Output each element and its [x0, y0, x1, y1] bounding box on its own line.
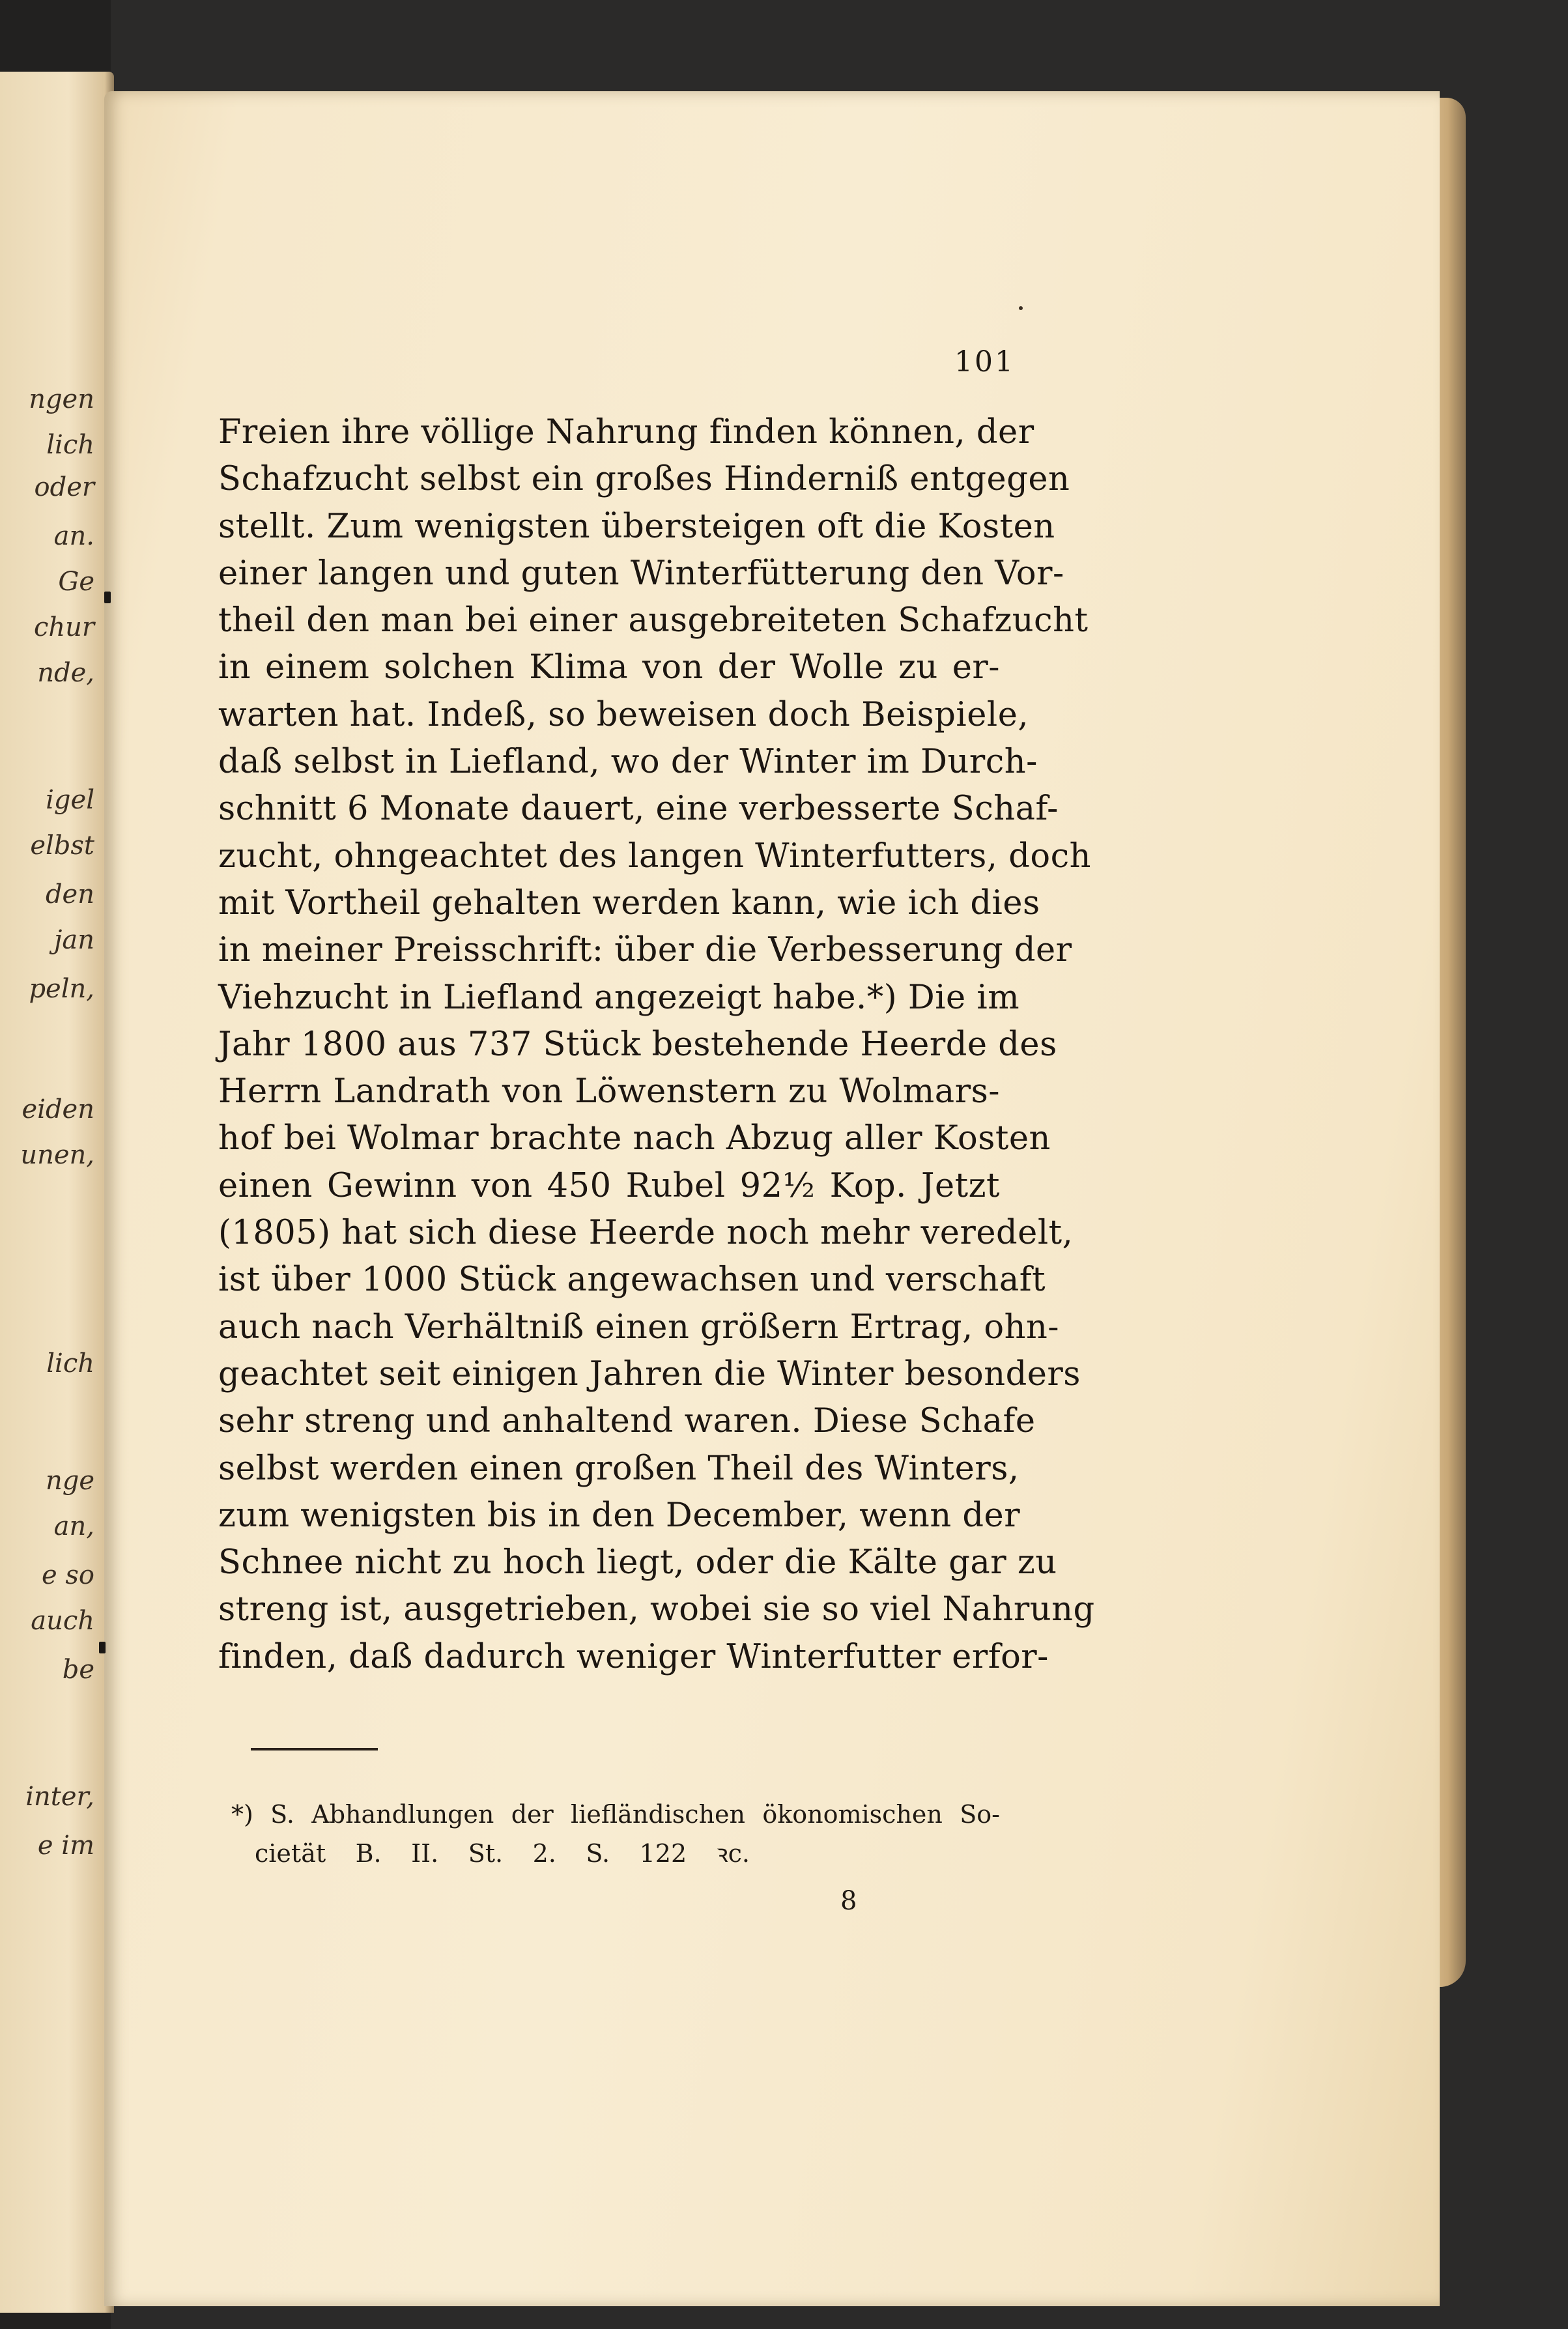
ink-dot	[1019, 306, 1023, 310]
text-line: in meiner Preisschrift: über die Verbesserung der	[218, 931, 1072, 970]
text-line: (1805) hat sich diese Heerde noch mehr veredelt,	[218, 1214, 1074, 1253]
left-page-fragment: chur	[33, 612, 94, 642]
footnote-rule	[251, 1748, 378, 1750]
left-page-fragment: peln,	[29, 974, 94, 1004]
left-page-fragment: igel	[46, 785, 94, 815]
left-page-fragment: inter,	[25, 1782, 94, 1812]
page-number: 101	[954, 345, 1015, 379]
left-page-fragment: jan	[53, 925, 94, 955]
footnote-line: cietät B. II. St. 2. S. 122 ꝛc.	[255, 1839, 750, 1868]
text-line: einen Gewinn von 450 Rubel 92½ Kop. Jetzt	[218, 1166, 1000, 1205]
text-line: Jahr 1800 aus 737 Stück bestehende Heerde des	[218, 1025, 1057, 1064]
text-line: finden, daß dadurch weniger Winterfutter erfor-	[218, 1637, 1049, 1676]
left-page-fragment: den	[45, 879, 94, 909]
left-page-fragment: auch	[31, 1606, 94, 1636]
left-page-fragment: lich	[46, 430, 94, 460]
text-line: Herrn Landrath von Löwenstern zu Wolmars-	[218, 1072, 1000, 1111]
text-line: streng ist, ausgetrieben, wobei sie so viel Nahrung	[218, 1590, 1095, 1629]
left-page-fragment: be	[62, 1655, 94, 1685]
text-line: schnitt 6 Monate dauert, eine verbesserte Schaf-	[218, 790, 1059, 829]
text-line: zucht, ohngeachtet des langen Winterfutters, doch	[218, 836, 1091, 876]
text-line: hof bei Wolmar brachte nach Abzug aller Kosten	[218, 1119, 1051, 1158]
left-page-fragment: unen,	[20, 1140, 94, 1170]
left-page-fragment: e so	[42, 1560, 94, 1590]
left-page-fragment: e im	[37, 1831, 94, 1861]
text-line: einer langen und guten Winterfütterung den Vor-	[218, 554, 1064, 593]
text-line: auch nach Verhältniß einen größern Ertrag, ohn-	[218, 1307, 1060, 1347]
left-facing-page	[0, 72, 114, 2313]
ink-mark	[104, 592, 111, 603]
left-page-fragment: elbst	[30, 831, 94, 861]
text-line: selbst werden einen großen Theil des Winters,	[218, 1449, 1019, 1488]
text-line: geachtet seit einigen Jahren die Winter besonders	[218, 1354, 1081, 1393]
left-page-fragment: nde,	[37, 658, 94, 688]
text-line: Schafzucht selbst ein großes Hinderniß entgegen	[218, 460, 1070, 499]
left-page-fragment: nge	[45, 1466, 94, 1496]
text-line: theil den man bei einer ausgebreiteten Schafzucht	[218, 601, 1089, 640]
signature-mark: 8	[840, 1886, 857, 1916]
text-line: in einem solchen Klima von der Wolle zu er-	[218, 648, 1000, 687]
left-page-fragment: ngen	[29, 384, 94, 414]
left-page-fragment: oder	[34, 472, 94, 502]
left-page-fragment: Ge	[58, 567, 94, 597]
text-line: Freien ihre völlige Nahrung finden können, der	[218, 413, 1034, 451]
text-line: mit Vortheil gehalten werden kann, wie ich dies	[218, 883, 1040, 922]
text-line: stellt. Zum wenigsten übersteigen oft die Kosten	[218, 507, 1055, 546]
text-line: Viehzucht in Liefland angezeigt habe.*) Die im	[218, 978, 1020, 1017]
text-line: warten hat. Indeß, so beweisen doch Beispiele,	[218, 695, 1029, 734]
left-page-fragment: lich	[46, 1349, 94, 1379]
left-page-fragment: eiden	[21, 1094, 94, 1124]
text-line: Schnee nicht zu hoch liegt, oder die Kälte gar zu	[218, 1543, 1057, 1582]
ink-mark	[99, 1642, 106, 1653]
left-page-fragment: an.	[53, 521, 94, 551]
text-line: zum wenigsten bis in den December, wenn der	[218, 1496, 1021, 1535]
left-page-fragment: an,	[53, 1511, 94, 1541]
footnote-line: *) S. Abhandlungen der liefländischen ökonomischen So-	[231, 1800, 1000, 1829]
text-line: daß selbst in Liefland, wo der Winter im Durch-	[218, 743, 1038, 782]
footnote	[231, 1795, 1000, 1873]
text-line: ist über 1000 Stück angewachsen und verschaft	[218, 1261, 1046, 1300]
text-line: sehr streng und anhaltend waren. Diese Schafe	[218, 1402, 1036, 1441]
body-text	[218, 409, 1095, 1681]
